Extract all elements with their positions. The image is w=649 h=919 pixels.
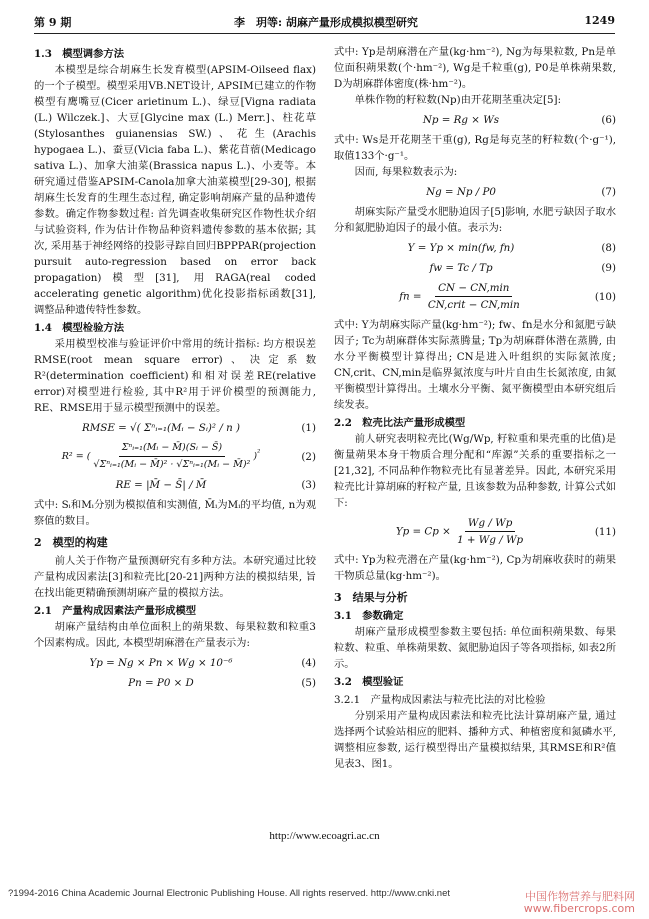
paragraph: 因而, 每果粒数表示为:: [354, 166, 458, 178]
paragraph: 式中: Yp为粒壳潜在产量(kg·hm⁻²), Cp为胡麻收获时的蒴果干物质总量(kg·hm⁻²)。: [334, 554, 616, 582]
copyright-footer: ?1994-2016 China Academic Journal Electronic Publishing House. All rights reserved. http://www.cnki.net: [8, 888, 450, 899]
running-header: [34, 14, 615, 32]
section-3-2-1-title: 3.2.1 产量构成因素法与粒壳比法的对比检验: [334, 694, 546, 706]
equation-9: fw = Tc / Tp (9): [429, 262, 616, 274]
paragraph: 前人关于作物产量预测研究有多种方法。本研究通过比较产量构成因素法[3]和粒壳比[20-21]两种方法的模拟结果, 旨在找出能更精确预测胡麻产量的模拟方法。: [34, 555, 316, 599]
equation-note: 式中: Sᵢ和Mᵢ分别为模拟值和实测值, M̄ᵢ为Mᵢ的平均值, n为观察值的数目。: [34, 499, 316, 527]
paragraph: 胡麻产量形成模型参数主要包括: 单位面积蒴果数、每果粒数、粒重、单株蒴果数、氮肥胁迫因子等各项指标, 如表2所示。: [334, 626, 616, 670]
equation-3: RE = |M̄ − S̄| / M̄ (3): [115, 479, 316, 491]
equation-2: R² = ( $\frac{\text{Σⁿᵢ₌₁(Mᵢ − M̄)(Sᵢ − S̄)}}{\text{√Σⁿᵢ₌₁(Mᵢ − M̄)² · √Σⁿᵢ₌₁(Mᵢ − M̄)²}}$ )$^{^2}$ (2): [61, 442, 316, 470]
equation-4: Yp = Ng × Pn × Wg × 10⁻⁶ (4): [89, 657, 316, 669]
section-1-3-title: 1.3 模型调参方法: [34, 48, 124, 60]
equation-8: Y = Yp × min(fw, fn) (8): [407, 242, 616, 254]
journal-url: http://www.ecoagri.ac.cn: [269, 830, 380, 842]
equation-1: RMSE = √( Σⁿᵢ₌₁(Mᵢ − Sᵢ)² / n ) (1): [82, 422, 316, 434]
section-3-title: 3 结果与分析: [334, 591, 408, 604]
paragraph: 胡麻实际产量受水肥胁迫因子[5]影响, 水肥亏缺因子取水分和氮肥胁迫因子的最小值。表示为:: [334, 206, 616, 234]
section-2-1-title: 2.1 产量构成因素法产量形成模型: [34, 605, 197, 617]
paragraph: 本模型是综合胡麻生长发育模型(APSIM-Oilseed flax)的一个子模型。模型采用VB.NET设计, APSIM已建立的作物模型有鹰嘴豆(Cicer arietinum L.)、绿豆[Vigna radiata (L.) Wilczek.]、大豆[Glycine max (L.) Merr.]、柱花草(Stylosanthes guianensias SW.)、花生(Arachis hypogaea L.)、蚕豆(Vicia faba L.)、紫花苜蓿(Medicago sativa L.)、加拿大油菜(Brassica napus L.)、小麦等。本研究通过借鉴APSIM-Canola加拿大油菜模型[29-30], 根据胡麻生长发育的生理生态过程, 确定影响胡麻产量的品种遗传参数。确定作物参数过程: 首先调查收集研究区作物性状介绍与试验资料, 作为估计作物品种资料遗传参数的基本依据; 其次, 采用基于神经网络的投影寻踪自回归BPPPAR(projection pursuit auto-regression based on error back propagation)模型[31], 用RAGA(real coded accelerating genetic algorithm)优化投影指标函数[31], 调整品种遗传特性参数。: [34, 64, 316, 316]
paragraph: 前人研究表明粒壳比(Wg/Wp, 籽粒重和果壳重的比值)是衡量蒴果本身干物质合理分配和“库源”关系的重要指标之一[21,32], 不同品种作物粒壳比有显著差异。因此, 本研究采用粒壳比计算胡麻的籽粒产量, 且该参数为品种参数, 计算公式如下:: [334, 433, 616, 509]
equation-10: fn = $\frac{CN - CN,\min}{\text{CN,crit − CN,min}}$ (10): [399, 282, 616, 311]
paragraph: 式中: Y为胡麻实际产量(kg·hm⁻²); fw、fn是水分和氮肥亏缺因子; Tc为胡麻群体实际蒸腾量; Tp为胡麻群体潜在蒸腾, 由水分平衡模型计算得出; CN是进入叶组织的实际氮浓度; CN,crit、CN,min是临界氮浓度与叶片自由生长氮浓度, 由氮平衡模型计算得出。土壤水分平衡、氮平衡模型由本研究组后续发表。: [334, 319, 616, 411]
section-1-4-title: 1.4 模型检验方法: [34, 322, 124, 334]
left-column: [34, 44, 316, 695]
paragraph: 单株作物的籽粒数(Np)由开花期茎重决定[5]:: [354, 94, 562, 106]
paragraph: 胡麻产量结构由单位面积上的蒴果数、每果粒数和粒重3个因素构成。因此, 本模型胡麻潜在产量表示为:: [34, 621, 316, 649]
watermark: [524, 891, 635, 915]
issue-number: 第 9 期: [34, 16, 72, 29]
paragraph: 分别采用产量构成因素法和粒壳比法计算胡麻产量, 通过选择两个试验站相应的肥料、播种方式、种植密度和氮磷水平, 调整相应参数, 运行模型得出产量模拟结果, 其RMSE和R²值见表3、图1。: [334, 710, 616, 770]
right-column: [334, 44, 616, 772]
equation-6: Np = Rg × Ws (6): [422, 114, 616, 126]
watermark-cn: 中国作物营养与肥料网: [525, 890, 635, 903]
paragraph: 式中: Ws是开花期茎干重(g), Rg是每克茎的籽粒数(个·g⁻¹), 取值133个·g⁻¹。: [334, 134, 616, 162]
section-2-2-title: 2.2 粒壳比法产量形成模型: [334, 417, 466, 429]
section-3-2-title: 3.2 模型验证: [334, 676, 404, 688]
page-number: 1249: [584, 14, 615, 27]
header-rule: [34, 33, 615, 34]
equation-7: Ng = Np / P0 (7): [426, 186, 616, 198]
header-title: 李 玥等: 胡麻产量形成模拟模型研究: [234, 16, 418, 29]
section-2-title: 2 模型的构建: [34, 536, 108, 549]
paragraph: 式中: Yp是胡麻潜在产量(kg·hm⁻²), Ng为每果粒数, Pn是单位面积蒴果数(个·hm⁻²), Wg是千粒重(g), P0是单株蒴果数, D为胡麻群体密度(株·hm⁻²)。: [334, 46, 616, 90]
equation-5: Pn = P0 × D (5): [128, 677, 316, 689]
section-3-1-title: 3.1 参数确定: [334, 610, 404, 622]
watermark-url: www.fibercrops.com: [523, 902, 635, 915]
paragraph: 采用模型校准与验证评价中常用的统计指标: 均方根误差RMSE(root mean square error)、决定系数R²(determination coefficient)和相对误差RE(relative error)对模型进行检验, 其中R²用于评价模型的预测能力, RE、RMSE用于显示模型预测中的误差。: [34, 338, 316, 414]
equation-11: Yp = Cp × $\frac{Wg / Wp}{1 + Wg / Wp}$ (11): [395, 517, 616, 546]
